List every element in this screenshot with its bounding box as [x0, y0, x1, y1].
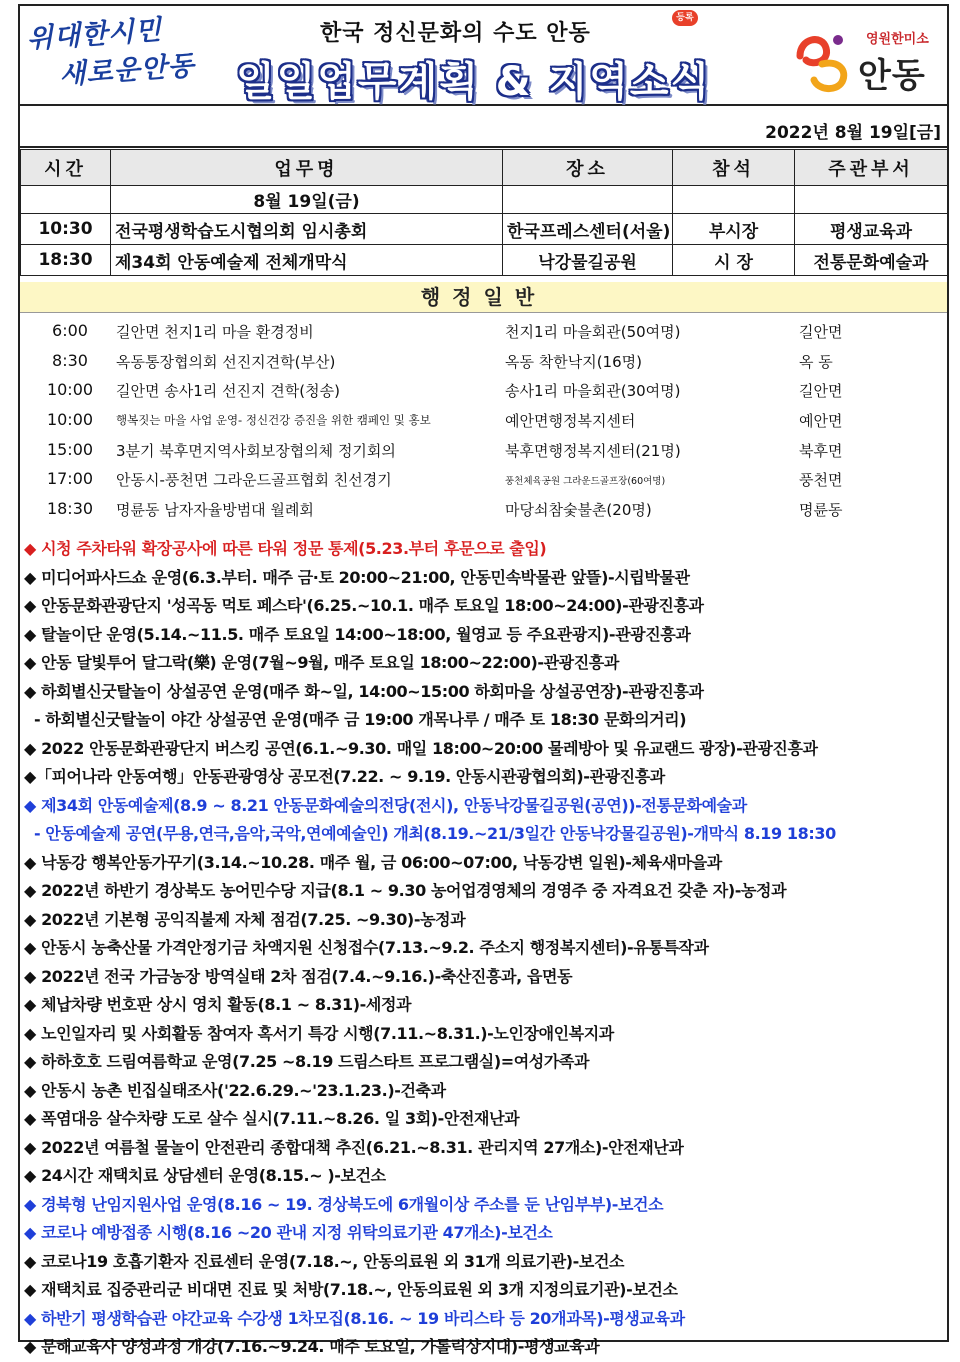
subtitle-badge: 등록 [672, 10, 698, 26]
admin-place: 풍천체육공원 그라운드골프장(60여명) [505, 476, 666, 488]
notice-item: ◆ 안동시 농촌 빈집실태조사('22.6.29.~'23.1.23.)-건축과 [24, 1080, 446, 1100]
admin-place: 마당쇠참숯불촌(20명) [505, 501, 652, 520]
notice-item: ◆ 하하호호 드림여름학교 운영(7.25 ~8.19 드림스타트 프로그램실)=여성가족과 [24, 1052, 590, 1071]
column-header: 참석 [673, 150, 795, 186]
notice-item: ◆ 하회별신굿탈놀이 상설공연 운영(매주 화~일, 14:00~15:00 하회마을 상설공연장)-관광진흥과 [24, 681, 704, 701]
notice-item: ◆「피어나라 안동여행」안동관광영상 공모전(7.22. ~ 9.19. 안동시관광협의회)-관광진흥과 [24, 767, 665, 786]
schedule-place: 낙강물길공원 [503, 245, 673, 276]
notice-item: ◆ 탈놀이단 운영(5.14.~11.5. 매주 토요일 14:00~18:00, 월영교 등 주요관광지)-관광진흥과 [24, 624, 691, 644]
table-cell [21, 186, 111, 214]
notice-item: ◆ 문해교육사 양성과정 개강(7.16.~9.24. 매주 토요일, 가톨릭상지대)-평생교육과 [24, 1337, 600, 1356]
list-item [20, 345, 947, 375]
table-row [21, 214, 948, 245]
schedule-dept: 평생교육과 [795, 214, 948, 245]
bulletin-date: 2022년 8월 19일[금] [765, 123, 941, 143]
list-item [20, 463, 947, 493]
schedule-title: 제34회 안동예술제 전체개막식 [111, 245, 503, 276]
page-title: 일일업무계획 & 지역소식 [236, 59, 712, 105]
table-cell [795, 186, 948, 214]
notice-item: ◆ 재택치료 집중관리군 비대면 진료 및 처방(7.18.~, 안동의료원 외 3개 지정의료기관)-보건소 [24, 1280, 678, 1299]
schedule-place: 한국프레스센터(서울) [503, 214, 673, 245]
notice-item: ◆ 체납차량 번호판 상시 영치 활동(8.1 ~ 8.31)-세정과 [24, 995, 412, 1014]
column-header: 주관부서 [795, 150, 948, 186]
header [20, 6, 947, 106]
logo-tagline: 영원한미소 [866, 32, 929, 47]
schedule-day-label: 8월 19일(금) [111, 186, 503, 214]
admin-time: 10:00 [46, 410, 94, 430]
admin-title: 옥동통장협의회 선진지견학(부산) [116, 352, 336, 371]
admin-dept: 길안면 [799, 323, 843, 341]
table-cell [673, 186, 795, 214]
admin-place: 천지1리 마을회관(50여명) [505, 323, 681, 341]
notice-item: ◆ 노인일자리 및 사회활동 참여자 혹서기 특강 시행(7.11.~8.31.)-노인장애인복지과 [24, 1023, 614, 1043]
admin-place: 옥동 착한낙지(16명) [505, 352, 642, 371]
notice-item: ◆ 미디어파사드쇼 운영(6.3.부터. 매주 금·토 20:00~21:00, 안동민속박물관 앞뜰)-시립박물관 [24, 567, 690, 587]
schedule-table [20, 149, 948, 276]
schedule-title: 전국평생학습도시협의회 임시총회 [111, 214, 503, 245]
admin-title: 행복짓는 마을 사업 운영- 정신건강 증진을 위한 캠페인 및 홍보 [116, 413, 431, 428]
notice-item: ◆ 안동시 농축산물 가격안정기금 차액지원 신청접수(7.13.~9.2. 주소지 행정복지센터)-유통특작과 [24, 938, 709, 957]
notice-item: ◆ 코로나 예방접종 시행(8.16 ~20 관내 지정 위탁의료기관 47개소)-보건소 [24, 1223, 553, 1242]
schedule-time: 10:30 [21, 214, 111, 245]
subtitle: 한국 정신문화의 수도 안동 [320, 21, 591, 46]
notice-item: ◆ 폭염대응 살수차량 도로 살수 실시(7.11.~8.26. 일 3회)-안전재난과 [24, 1109, 520, 1128]
table-row [21, 245, 948, 276]
notice-item: ◆ 제34회 안동예술제(8.9 ~ 8.21 안동문화예술의전당(전시), 안동낙강물길공원(공연))-전통문화예술과 [24, 795, 747, 815]
andong-logo [792, 20, 942, 100]
admin-time: 15:00 [46, 439, 94, 459]
schedule-dept: 전통문화예술과 [795, 245, 948, 276]
date-row [20, 108, 947, 148]
admin-dept: 북후면 [799, 441, 843, 460]
slogan-line-1: 위대한시민 [25, 14, 164, 55]
notice-item: ◆ 24시간 재택치료 상담센터 운영(8.15.~ )-보건소 [24, 1166, 386, 1185]
logo-name: 안동 [858, 56, 926, 96]
admin-time: 17:00 [46, 469, 94, 489]
slogan-line-2: 새로운안동 [58, 50, 196, 91]
notice-item: ◆ 하반기 평생학습관 야간교육 수강생 1차모집(8.16. ~ 19 바리스타 등 20개과목)-평생교육과 [24, 1308, 685, 1328]
notice-item: ◆ 2022년 기본형 공익직불제 자체 점검(7.25. ~9.30)-농정과 [24, 909, 466, 929]
notice-item: ◆ 2022년 하반기 경상북도 농어민수당 지급(8.1 ~ 9.30 농어업경영체의 경영주 중 자격요건 갖춘 자)-농정과 [24, 881, 787, 900]
admin-time: 6:00 [52, 321, 88, 340]
admin-dept: 명륜동 [799, 501, 843, 520]
notice-item: ◆ 안동 달빛투어 달그락(樂) 운영(7월~9월, 매주 토요일 18:00~22:00)-관광진흥과 [24, 653, 619, 672]
admin-dept: 길안면 [799, 382, 843, 401]
admin-title: 3분기 북후면지역사회보장협의체 정기회의 [116, 441, 396, 460]
admin-time: 8:30 [52, 350, 88, 370]
schedule-header-row [21, 150, 948, 186]
notice-item: ◆ 코로나19 호흡기환자 진료센터 운영(7.18.~, 안동의료원 외 31개 의료기관)-보건소 [24, 1251, 625, 1271]
schedule-attendee: 부시장 [673, 214, 795, 245]
notice-item: ◆ 안동문화관광단지 '성곡동 먹토 페스타'(6.25.~10.1. 매주 토요일 18:00~24:00)-관광진흥과 [24, 596, 704, 615]
notice-item: ◆ 낙동강 행복안동가꾸기(3.14.~10.28. 매주 월, 금 06:00~07:00, 낙동강변 일원)-체육새마을과 [24, 852, 722, 872]
admin-time: 18:30 [46, 499, 94, 519]
notice-item: ◆ 2022년 전국 가금농장 방역실태 2차 점검(7.4.~9.16.)-축산진흥과, 읍면동 [24, 966, 573, 986]
admin-list [20, 315, 947, 523]
list-item [20, 493, 947, 523]
admin-dept: 풍천면 [799, 471, 843, 490]
admin-time: 10:00 [46, 380, 94, 400]
admin-title: 길안면 천지1리 마을 환경정비 [116, 323, 314, 341]
column-header: 시간 [21, 150, 111, 186]
bulletin-sheet [18, 4, 949, 1356]
admin-dept: 예안면 [799, 412, 843, 431]
list-item [20, 434, 947, 464]
notice-item: ◆ 경북형 난임지원사업 운영(8.16 ~ 19. 경상북도에 6개월이상 주소를 둔 난임부부)-보건소 [24, 1194, 664, 1214]
admin-dept: 옥 동 [799, 352, 833, 371]
andong-logo-icon [792, 26, 854, 96]
column-header: 업무명 [111, 150, 503, 186]
table-cell [503, 186, 673, 214]
notice-list [24, 535, 946, 1362]
admin-place: 예안면행정복지센터 [505, 412, 636, 431]
notice-item: ◆ 2022 안동문화관광단지 버스킹 공연(6.1.~9.30. 매일 18:00~20:00 물레방아 및 유교랜드 광장)-관광진흥과 [24, 738, 818, 758]
column-header: 장소 [503, 150, 673, 186]
admin-title: 길안면 송사1리 선진지 견학(청송) [116, 382, 340, 401]
admin-place: 북후면행정복지센터(21명) [505, 441, 681, 460]
slogan [26, 7, 231, 97]
notice-item: ◆ 시청 주차타워 확장공사에 따른 타워 정문 통제(5.23.부터 후문으로 출입) [24, 539, 547, 558]
notice-item: - 하회별신굿탈놀이 야간 상설공연 운영(매주 금 19:00 개목나루 / 매주 토 18:30 문화의거리) [34, 710, 687, 729]
admin-section-header: 행정일반 [20, 282, 947, 313]
list-item [20, 315, 947, 345]
list-item [20, 374, 947, 404]
admin-title: 명륜동 남자자율방범대 월례회 [116, 501, 314, 520]
admin-place: 송사1리 마을회관(30여명) [505, 382, 681, 401]
schedule-attendee: 시 장 [673, 245, 795, 276]
schedule-day-row [21, 186, 948, 214]
schedule-time: 18:30 [21, 245, 111, 276]
notice-item: - 안동예술제 공연(무용,연극,음악,국악,연예예술인) 개최(8.19.~21/3일간 안동낙강물길공원)-개막식 8.19 18:30 [34, 824, 836, 843]
admin-title: 안동시-풍천면 그라운드골프협회 친선경기 [116, 471, 392, 490]
list-item [20, 404, 947, 434]
notice-item: ◆ 2022년 여름철 물놀이 안전관리 종합대책 추진(6.21.~8.31. 관리지역 27개소)-안전재난과 [24, 1137, 684, 1157]
